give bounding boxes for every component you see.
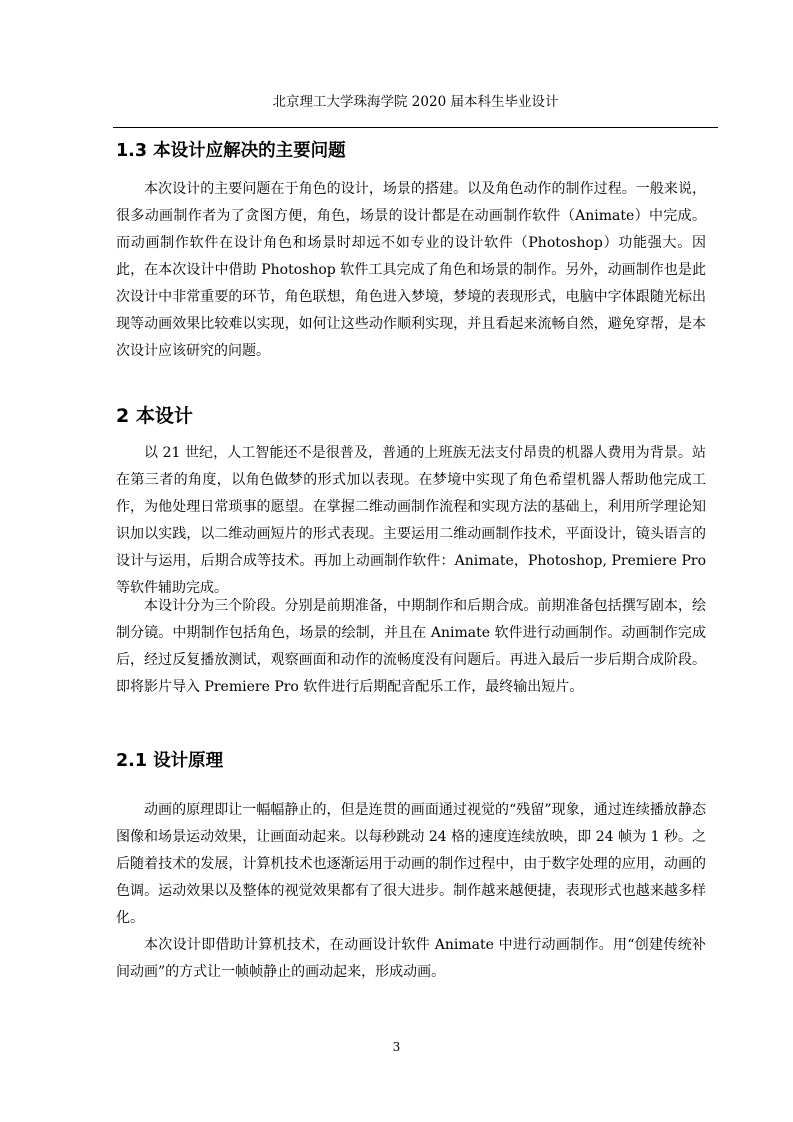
paragraph-2-1-2: 本次设计即借助计算机技术，在动画设计软件 Animate 中进行动画制作。用“创建传统补间动画”的方式让一帧帧静止的画动起来，形成动画。 [116,937,706,980]
header-divider [113,127,718,128]
section-heading-2-1: 2.1 设计原理 [116,751,224,771]
paragraph-2-1: 以 21 世纪，人工智能还不是很普及，普通的上班族无法支付昂贵的机器人费用为背景。站在第三者的角度，以角色做梦的形式加以表现。在梦境中实现了角色希望机器人帮助他完成工作，为他处理日常琐事的愿望。在掌握二维动画制作流程和实现方法的基础上，利用所学理论知识加以实践，以二维动画短片的形式表现。主要运用二维动画制作技术，平面设计，镜头语言的设计与运用，后期合成等技术。再加上动画制作软件：Animate，Photoshop, Premiere Pro 等软件辅助完成。 [116,445,706,596]
page-number: 3 [392,1040,401,1054]
section-heading-1-3: 1.3 本设计应解决的主要问题 [116,141,346,161]
section-heading-2: 2 本设计 [116,405,193,427]
paragraph-2-2: 本设计分为三个阶段。分别是前期准备，中期制作和后期合成。前期准备包括撰写剧本，绘制分镜。中期制作包括角色，场景的绘制，并且在 Animate 软件进行动画制作。动画制作完成后，经过反复播放测试，观察画面和动作的流畅度没有问题后。再进入最后一步后期合成阶段。即将影片导入 Premiere Pro 软件进行后期配音配乐工作，最终输出短片。 [116,598,706,695]
paragraph-2-1-1: 动画的原理即让一幅幅静止的，但是连贯的画面通过视觉的“残留”现象，通过连续播放静态图像和场景运动效果，让画面动起来。以每秒跳动 24 格的速度连续放映，即 24 帧为 1 秒。之后随着技术的发展，计算机技术也逐渐运用于动画的制作过程中，由于数字处理的应用，动画的色调。运动效果以及整体的视觉效果都有了很大进步。制作越来越便捷，表现形式也越来越多样化。 [116,802,706,926]
page-header: 北京理工大学珠海学院 2020 届本科生毕业设计 [272,94,559,110]
paragraph-1-3: 本次设计的主要问题在于角色的设计，场景的搭建。以及角色动作的制作过程。一般来说，很多动画制作者为了贪图方便，角色，场景的设计都是在动画制作软件（Animate）中完成。而动画制作软件在设计角色和场景时却远不如专业的设计软件（Photoshop）功能强大。因此，在本次设计中借助 Photoshop 软件工具完成了角色和场景的制作。另外，动画制作也是此次设计中非常重要的环节，角色联想，角色进入梦境，梦境的表现形式，电脑中字体跟随光标出现等动画效果比较难以实现，如何让这些动作顺利实现，并且看起来流畅自然，避免穿帮，是本次设计应该研究的问题。 [116,181,706,359]
